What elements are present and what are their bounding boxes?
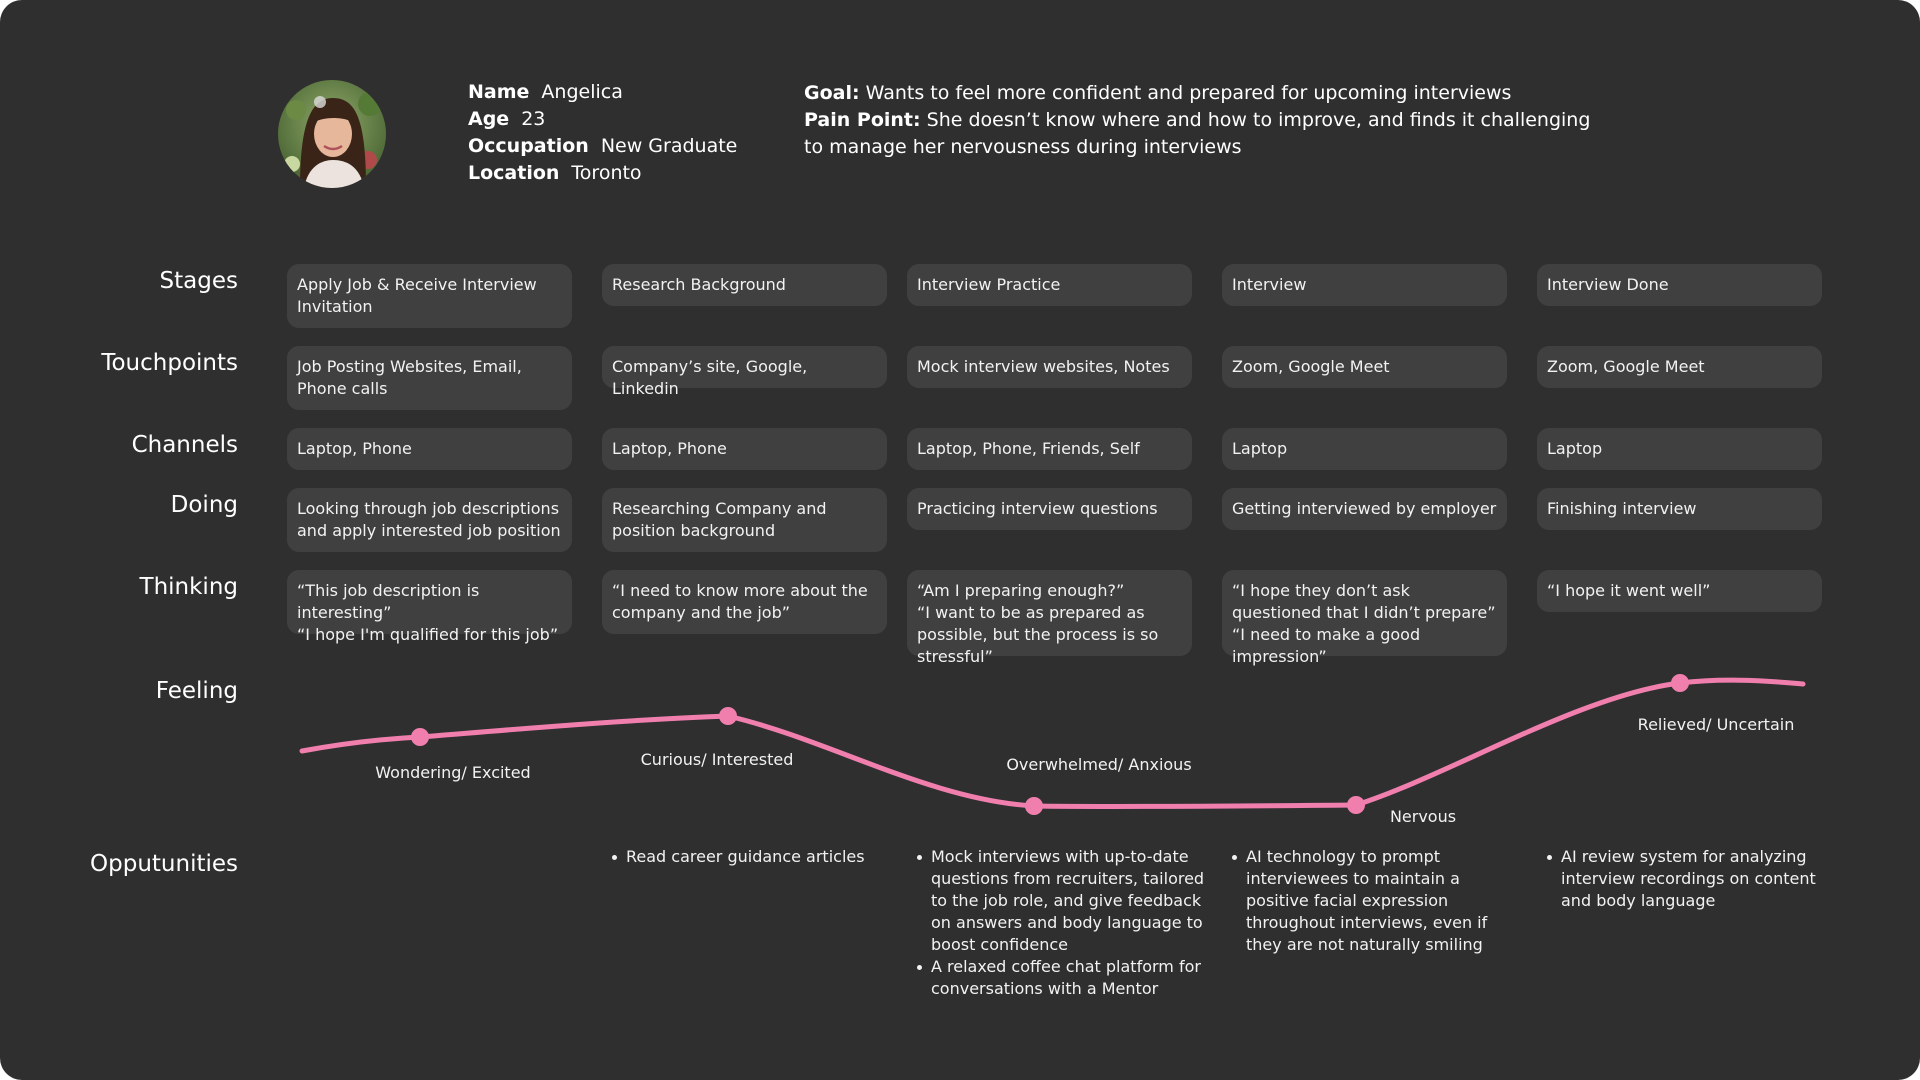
row-label-opportunities: Opputunities (90, 851, 238, 877)
feeling-label: Wondering/ Excited (375, 763, 531, 782)
persona-avatar (278, 80, 386, 188)
opportunity-list (915, 846, 1211, 1000)
stage-cell: Interview Practice (907, 264, 1192, 306)
doing-cell: Researching Company and position background (602, 488, 887, 552)
channel-cell: Laptop (1222, 428, 1507, 470)
feeling-point (1025, 797, 1043, 815)
opportunity-list (1230, 846, 1526, 956)
stage-cell: Interview (1222, 264, 1507, 306)
feeling-point (1671, 674, 1689, 692)
row-label-stages: Stages (159, 268, 238, 294)
doing-cell: Finishing interview (1537, 488, 1822, 530)
persona-goals (804, 80, 1604, 161)
touchpoint-cell: Company’s site, Google, Linkedin (602, 346, 887, 388)
persona-occupation: Occupation New Graduate (468, 135, 738, 157)
touchpoint-cell: Zoom, Google Meet (1537, 346, 1822, 388)
persona-goal: Goal: Wants to feel more confident and prepared for upcoming interviews (804, 82, 1512, 104)
feeling-point (1347, 796, 1365, 814)
thinking-cell: “I hope it went well” (1537, 570, 1822, 612)
opportunity-item: A relaxed coffee chat platform for conversations with a Mentor (931, 956, 1211, 1000)
stage-cell: Research Background (602, 264, 887, 306)
touchpoint-cell: Zoom, Google Meet (1222, 346, 1507, 388)
feeling-label: Overwhelmed/ Anxious (1006, 755, 1192, 774)
row-label-thinking: Thinking (139, 574, 238, 600)
persona-age: Age 23 (468, 108, 546, 130)
opportunity-list (1545, 846, 1841, 912)
opportunity-item: Mock interviews with up-to-date questions from recruiters, tailored to the job role, and give feedback on answers and body language to boost confidence (931, 846, 1211, 956)
stage-cell: Interview Done (1537, 264, 1822, 306)
opportunity-item: AI technology to prompt interviewees to maintain a positive facial expression throughout interviews, even if they are not naturally smiling (1246, 846, 1526, 956)
channel-cell: Laptop, Phone (602, 428, 887, 470)
opportunity-item: AI review system for analyzing interview recordings on content and body language (1561, 846, 1841, 912)
thinking-cell: “Am I preparing enough?” “I want to be as prepared as possible, but the process is so stressful” (907, 570, 1192, 656)
feeling-curve-line (302, 680, 1803, 806)
feeling-point (719, 707, 737, 725)
doing-cell: Looking through job descriptions and apply interested job position (287, 488, 572, 552)
touchpoint-cell: Job Posting Websites, Email, Phone calls (287, 346, 572, 410)
doing-cell: Practicing interview questions (907, 488, 1192, 530)
persona-pain-point: Pain Point: She doesn’t know where and how to improve, and finds it challenging to manage her nervousness during interviews (804, 109, 1591, 158)
row-label-touchpoints: Touchpoints (101, 350, 238, 376)
feeling-point (411, 728, 429, 746)
opportunity-list (610, 846, 906, 868)
doing-cell: Getting interviewed by employer (1222, 488, 1507, 530)
persona-name: Name Angelica (468, 81, 623, 103)
touchpoint-cell: Mock interview websites, Notes (907, 346, 1192, 388)
stage-cell: Apply Job & Receive Interview Invitation (287, 264, 572, 328)
thinking-cell: “I need to know more about the company and the job” (602, 570, 887, 634)
persona-location: Location Toronto (468, 162, 642, 184)
channel-cell: Laptop, Phone (287, 428, 572, 470)
row-label-doing: Doing (170, 492, 238, 518)
thinking-cell: “This job description is interesting” “I hope I'm qualified for this job” (287, 570, 572, 634)
feeling-label: Curious/ Interested (640, 750, 794, 769)
opportunity-item: Read career guidance articles (626, 846, 906, 868)
thinking-cell: “I hope they don’t ask questioned that I didn’t prepare” “I need to make a good impression” (1222, 570, 1507, 656)
row-label-feeling: Feeling (155, 678, 238, 704)
feeling-label: Nervous (1389, 807, 1457, 826)
channel-cell: Laptop (1537, 428, 1822, 470)
channel-cell: Laptop, Phone, Friends, Self (907, 428, 1192, 470)
persona-photo-icon (278, 80, 386, 188)
row-label-channels: Channels (131, 432, 238, 458)
feeling-label: Relieved/ Uncertain (1637, 715, 1795, 734)
